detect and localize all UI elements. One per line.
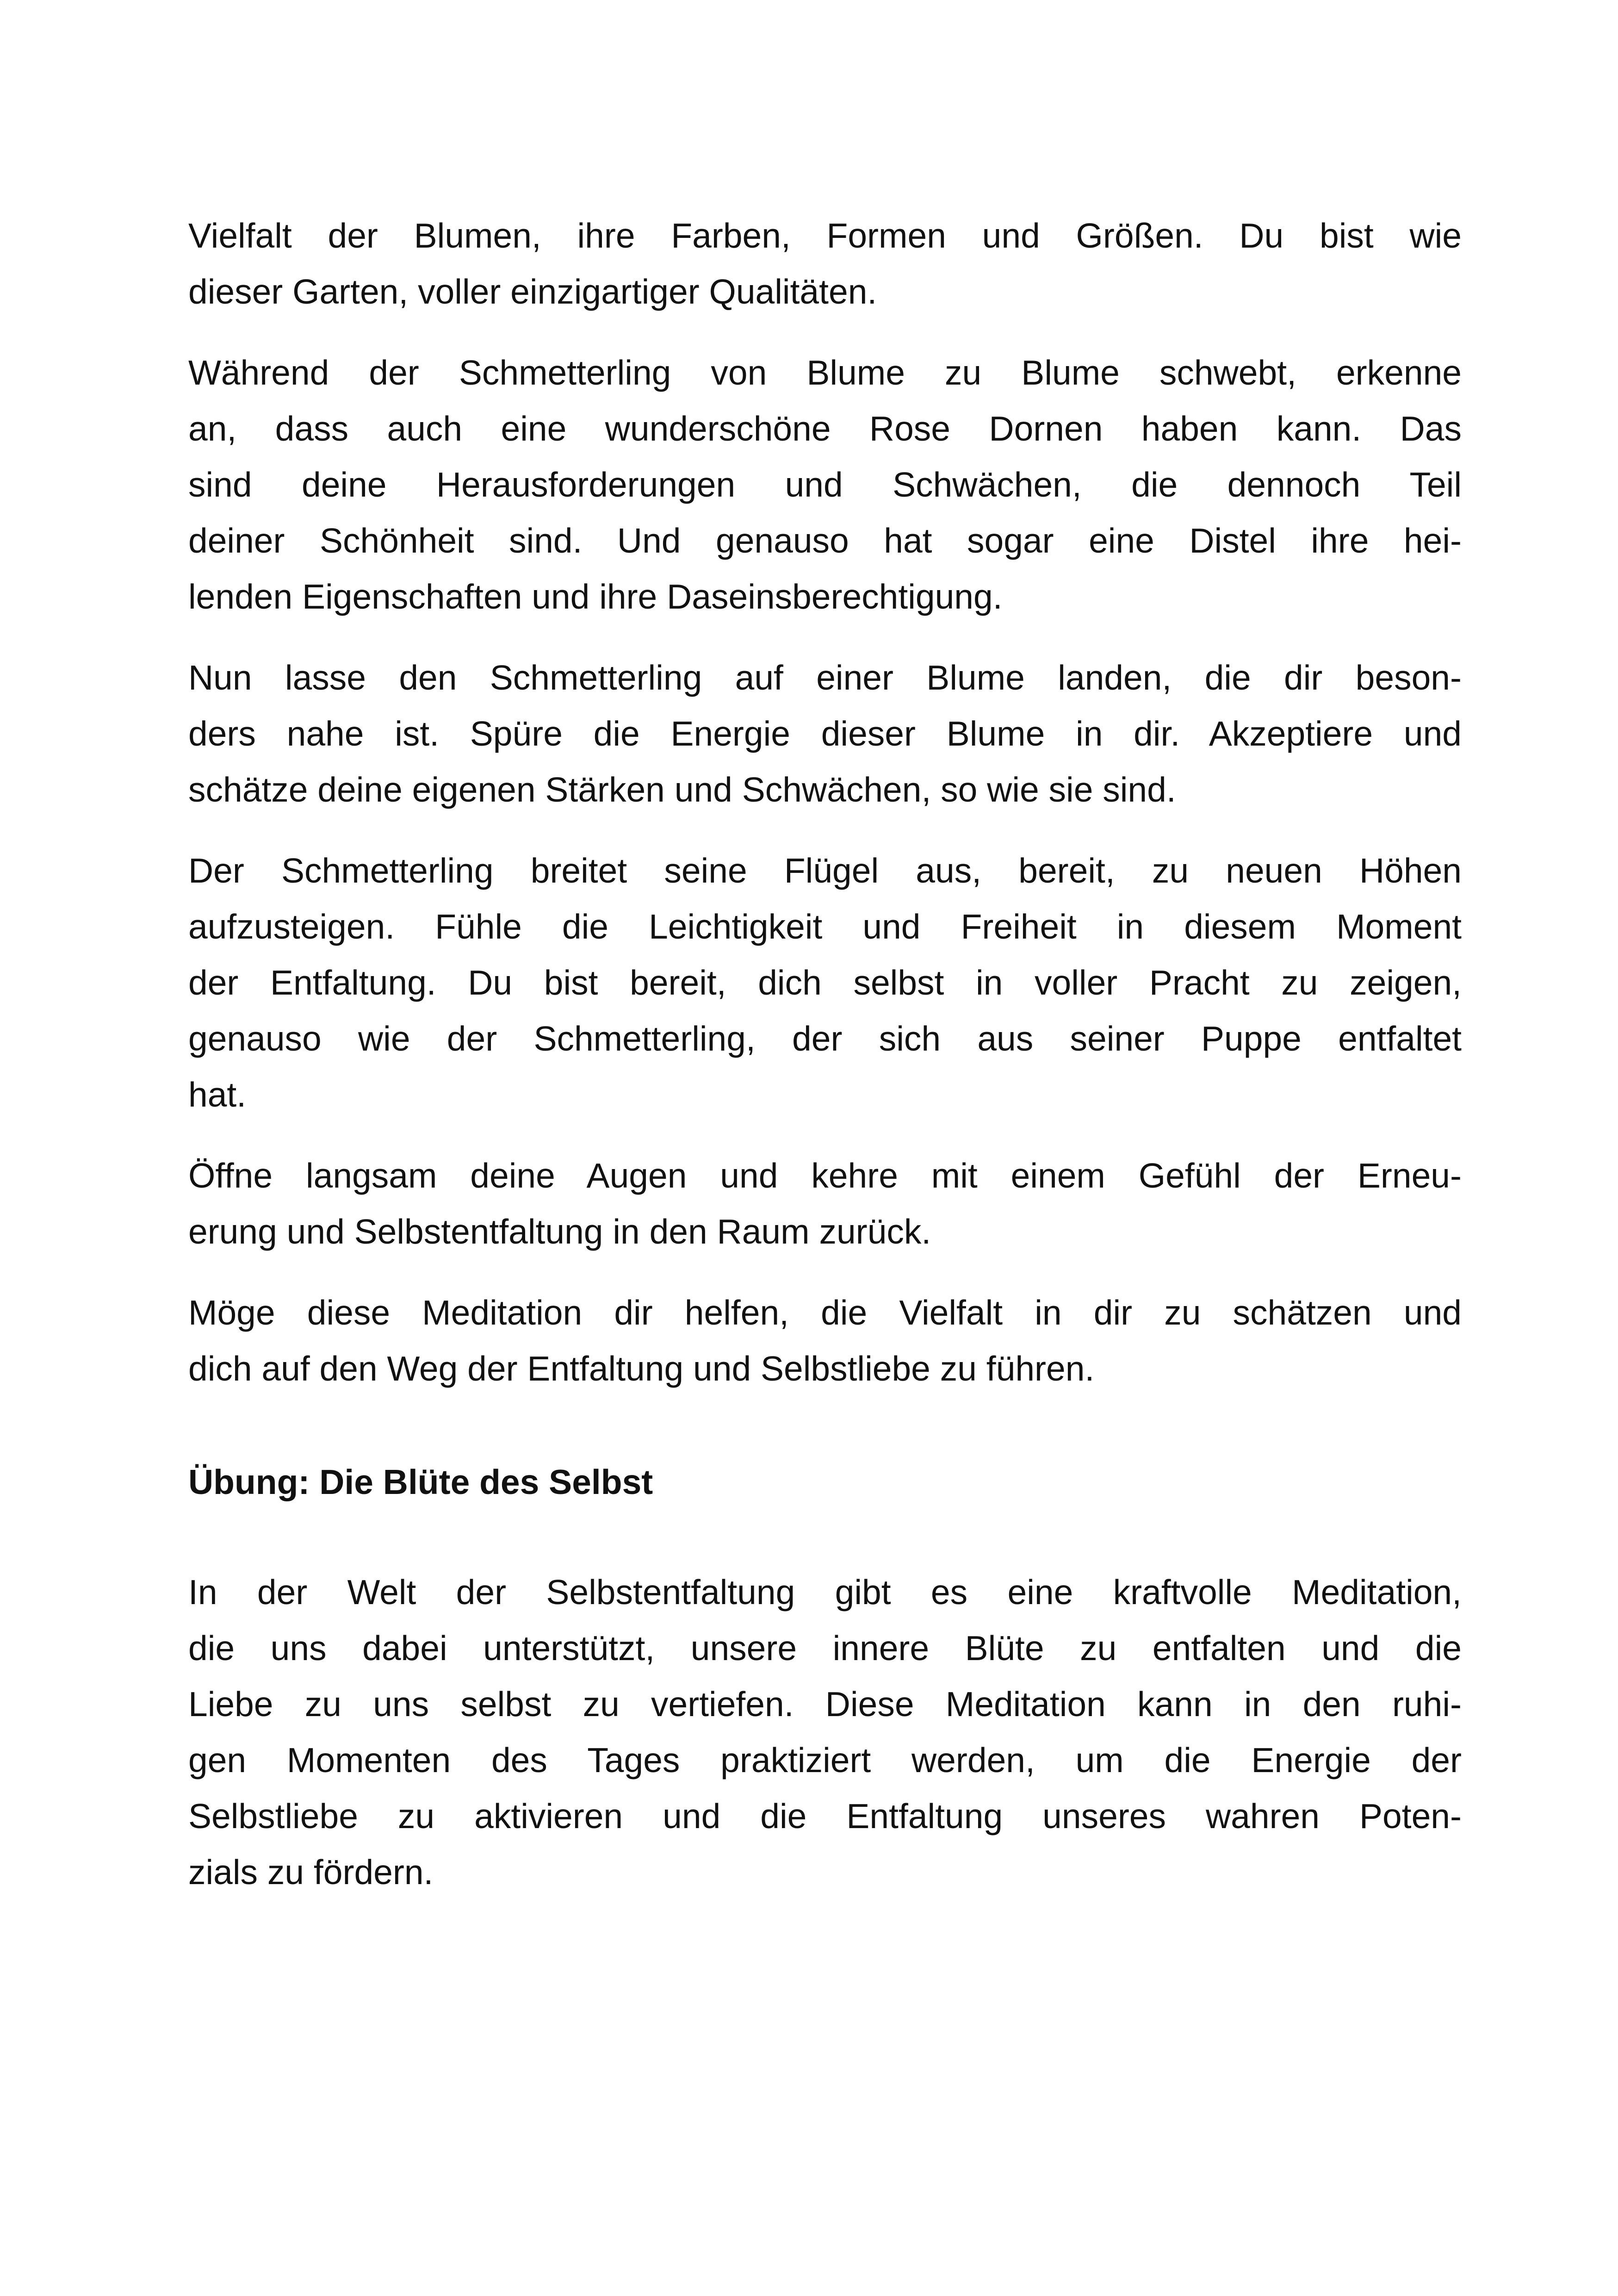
text-line: Selbstliebe zu aktivieren und die Entfaltung unseres wahren Poten- [188, 1797, 1462, 1836]
text-line: genauso wie der Schmetterling, der sich aus seiner Puppe entfaltet [188, 1019, 1462, 1058]
document-page [188, 208, 1462, 1925]
text-line: ders nahe ist. Spüre die Energie dieser Blume in dir. Akzeptiere und [188, 714, 1462, 753]
paragraph [188, 208, 1462, 320]
text-line: dieser Garten, voller einzigartiger Qualitäten. [188, 272, 877, 311]
text-line: an, dass auch eine wunderschöne Rose Dornen haben kann. Das [188, 409, 1462, 448]
text-line: Nun lasse den Schmetterling auf einer Blume landen, die dir beson- [188, 658, 1462, 697]
section-heading: Übung: Die Blüte des Selbst [188, 1462, 653, 1501]
text-line: hat. [188, 1075, 247, 1114]
paragraph [188, 1285, 1462, 1397]
text-line: lenden Eigenschaften und ihre Daseinsberechtigung. [188, 577, 1003, 616]
text-line: Der Schmetterling breitet seine Flügel aus, bereit, zu neuen Höhen [188, 851, 1462, 890]
text-line: deiner Schönheit sind. Und genauso hat sogar eine Distel ihre hei- [188, 521, 1462, 560]
text-line: In der Welt der Selbstentfaltung gibt es eine kraftvolle Meditation, [188, 1573, 1462, 1612]
body-text-after [188, 1564, 1462, 1900]
paragraph [188, 1148, 1462, 1260]
text-line: aufzusteigen. Fühle die Leichtigkeit und Freiheit in diesem Moment [188, 907, 1462, 946]
text-line: der Entfaltung. Du bist bereit, dich selbst in voller Pracht zu zeigen, [188, 963, 1462, 1002]
text-line: die uns dabei unterstützt, unsere innere Blüte zu entfalten und die [188, 1629, 1462, 1668]
text-line: schätze deine eigenen Stärken und Schwächen, so wie sie sind. [188, 770, 1176, 809]
paragraph [188, 1564, 1462, 1900]
text-line: Liebe zu uns selbst zu vertiefen. Diese Meditation kann in den ruhi- [188, 1685, 1462, 1724]
text-line: Möge diese Meditation dir helfen, die Vielfalt in dir zu schätzen und [188, 1293, 1462, 1332]
paragraph [188, 345, 1462, 625]
text-line: erung und Selbstentfaltung in den Raum zurück. [188, 1212, 931, 1251]
text-line: Vielfalt der Blumen, ihre Farben, Formen und Größen. Du bist wie [188, 216, 1462, 255]
text-line: zials zu fördern. [188, 1853, 434, 1892]
text-line: gen Momenten des Tages praktiziert werden, um die Energie der [188, 1741, 1462, 1780]
body-text-before [188, 208, 1462, 1397]
text-line: dich auf den Weg der Entfaltung und Selbstliebe zu führen. [188, 1349, 1095, 1388]
paragraph [188, 650, 1462, 818]
text-line: Während der Schmetterling von Blume zu Blume schwebt, erkenne [188, 353, 1462, 392]
paragraph [188, 843, 1462, 1123]
text-line: sind deine Herausforderungen und Schwächen, die dennoch Teil [188, 465, 1462, 504]
text-line: Öffne langsam deine Augen und kehre mit einem Gefühl der Erneu- [188, 1156, 1462, 1195]
